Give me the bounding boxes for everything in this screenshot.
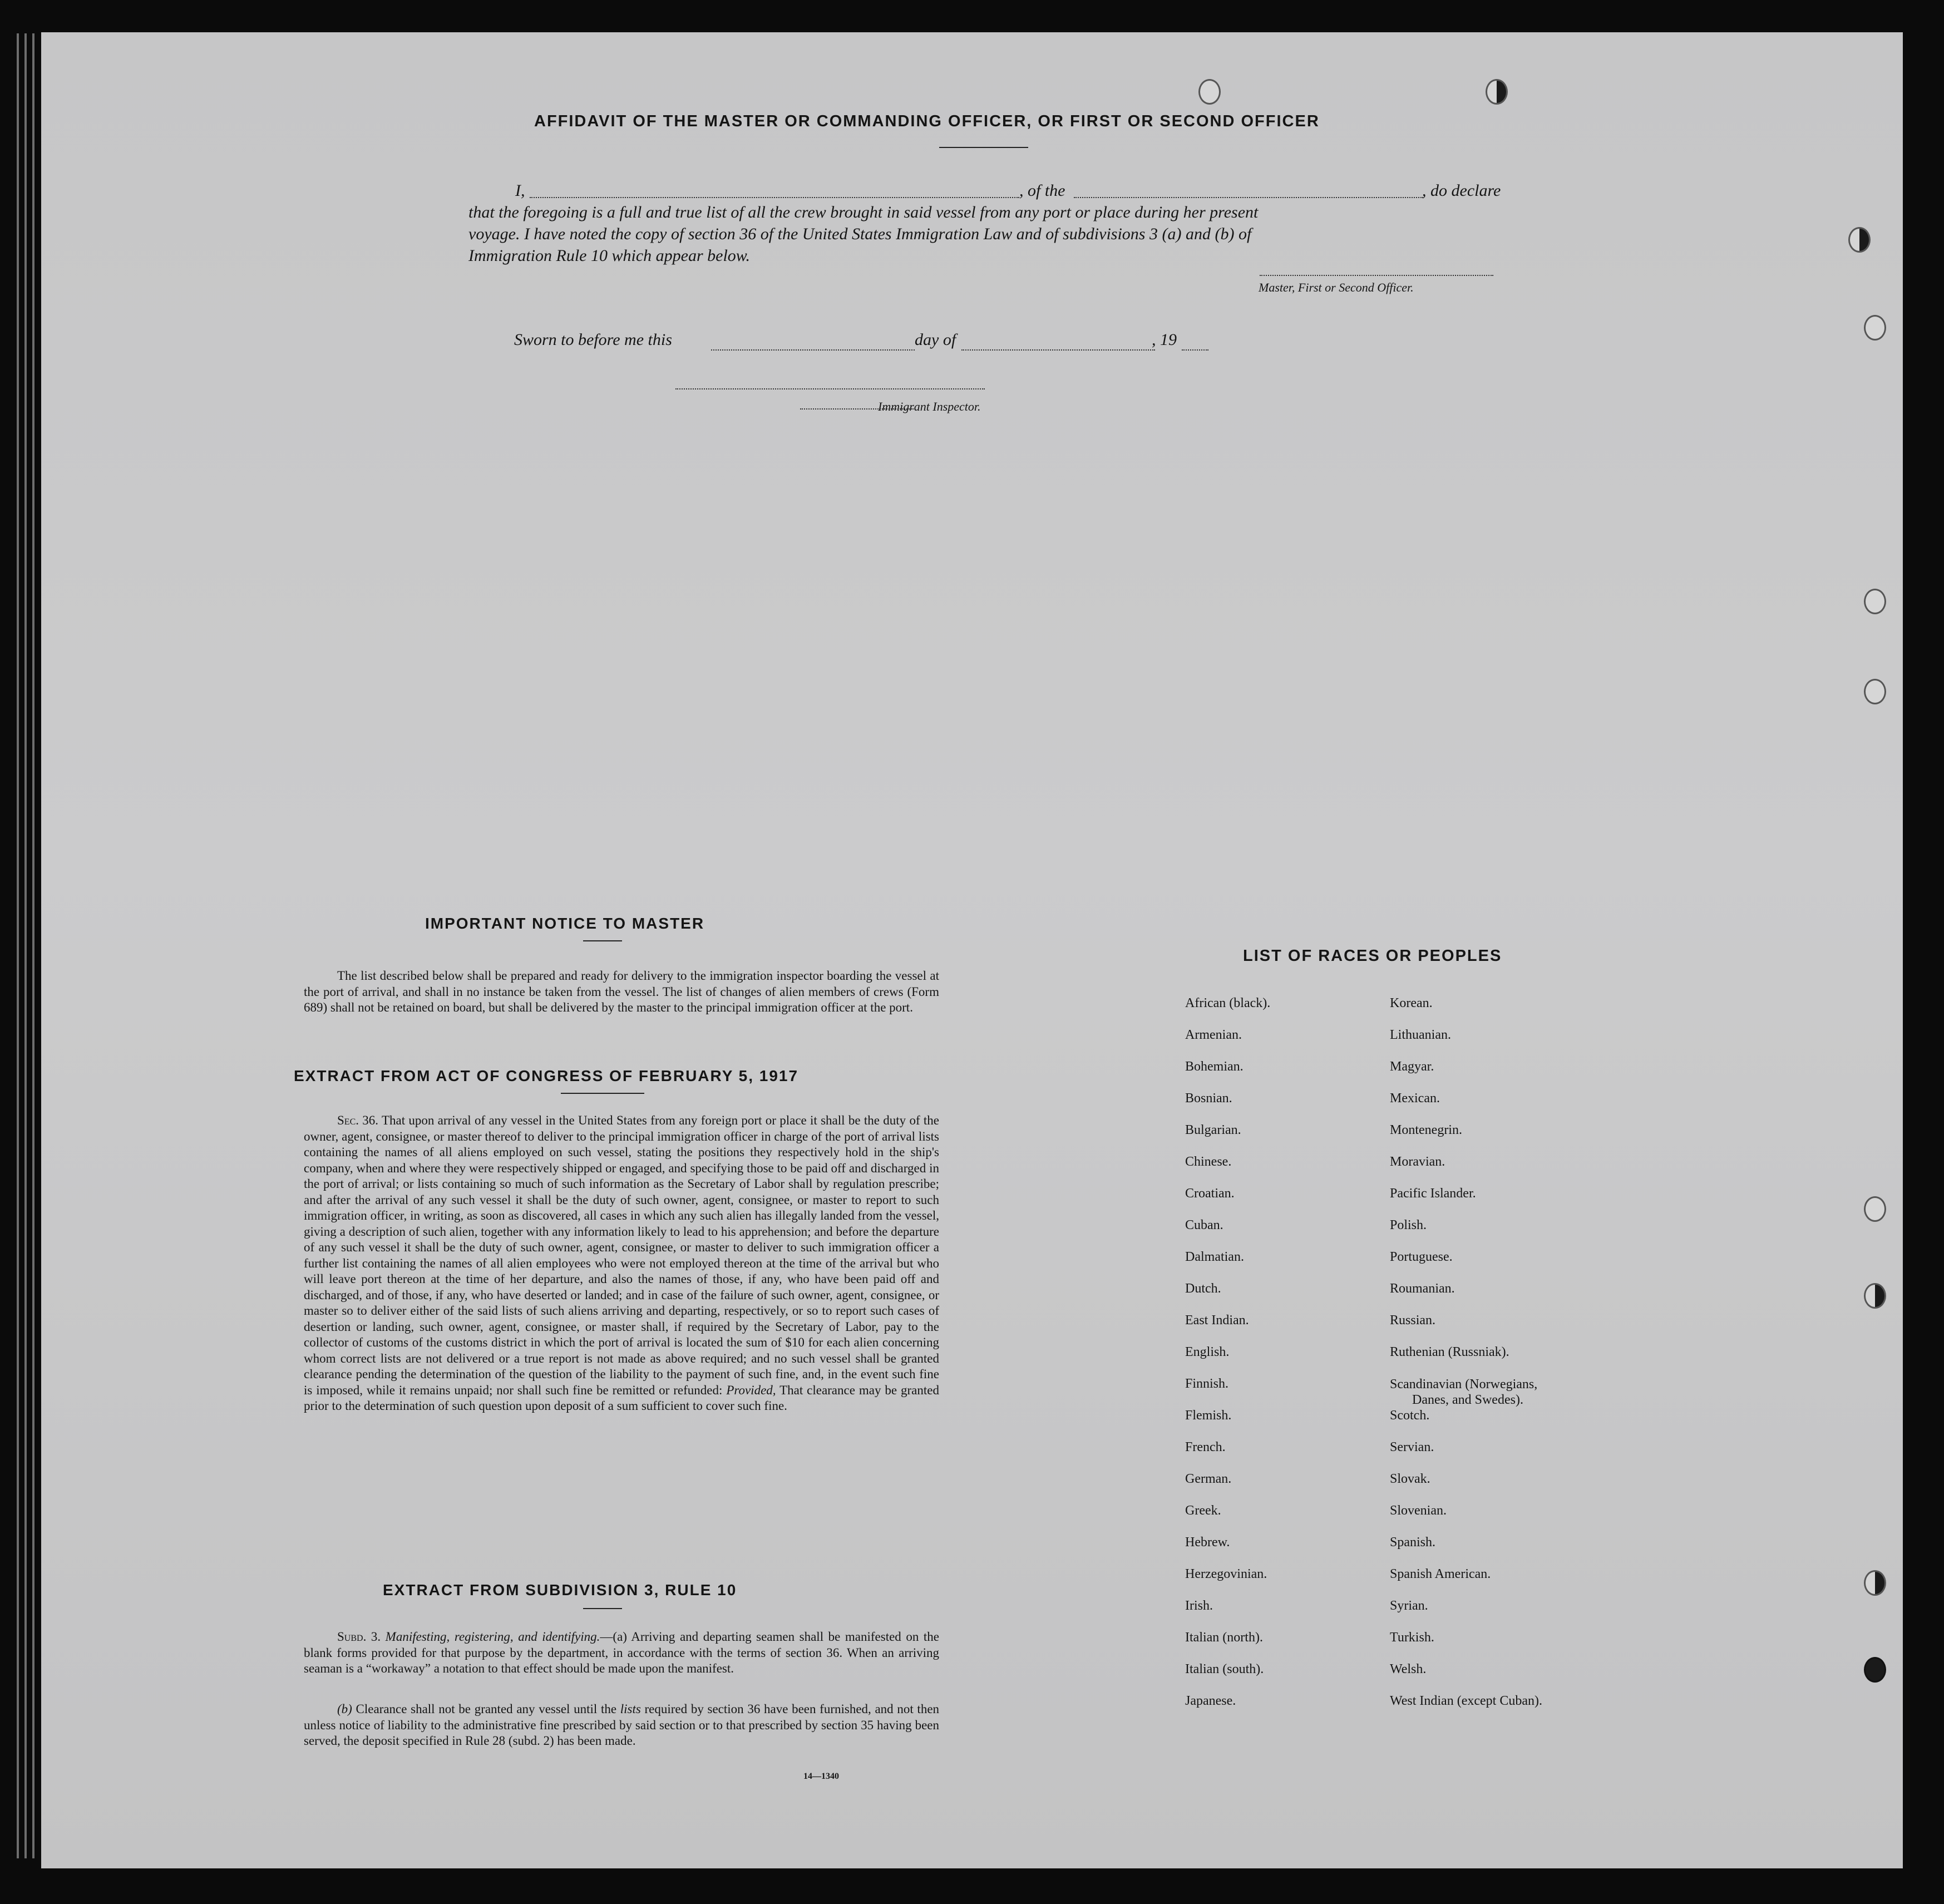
race-item: Moravian. bbox=[1390, 1155, 1445, 1169]
binder-hole-right-1 bbox=[1848, 227, 1871, 253]
race-item: Slovenian. bbox=[1390, 1503, 1447, 1518]
subd-label: Subd. 3. bbox=[337, 1630, 381, 1644]
race-item: Spanish American. bbox=[1390, 1567, 1491, 1581]
proviso-label: Provided, bbox=[726, 1383, 776, 1397]
binder-hole-right-5 bbox=[1864, 1196, 1886, 1222]
rule-extract-title-rule bbox=[583, 1608, 622, 1609]
para-b-lists: lists bbox=[620, 1702, 641, 1716]
race-item: Pacific Islander. bbox=[1390, 1186, 1476, 1201]
race-item: Roumanian. bbox=[1390, 1281, 1455, 1296]
form-sheet bbox=[41, 32, 1903, 1868]
race-item: Flemish. bbox=[1185, 1408, 1232, 1423]
notice-title: IMPORTANT NOTICE TO MASTER bbox=[425, 915, 705, 932]
day-of-label: day of bbox=[915, 331, 956, 349]
inspector-caption: Immigrant Inspector. bbox=[878, 399, 981, 413]
race-item: Syrian. bbox=[1390, 1599, 1428, 1613]
proviso-body: That clearance may be granted prior to the determination of such question upon deposit of a sum sufficient to cover such fine. bbox=[304, 1383, 939, 1413]
race-item: French. bbox=[1185, 1440, 1226, 1454]
race-item: Irish. bbox=[1185, 1599, 1213, 1613]
race-item: Japanese. bbox=[1185, 1694, 1236, 1708]
race-item: Cuban. bbox=[1185, 1218, 1223, 1232]
races-left-column bbox=[1185, 996, 1270, 1725]
section-body: That upon arrival of any vessel in the United States from any foreign port or place it shall be the duty of the owner, agent, consignee, or master thereof to deliver to the principal immigration officer in charge of the port of arrival lists containing the names of all aliens employed on such vessel, stating the positions they respectively hold in the ship's company, when and where they were respectively shipped or engaged, and specifying those to be paid off and discharged in the port of arrival; or lists containing so much of such information as the Secretary of Labor shall by regulation prescribe; and after the arrival of any such vessel it shall be the duty of such owner, agent, consignee, or master to report to such immigration officer, in writing, as soon as discovered, all cases in which any such alien has illegally landed from the vessel, giving a description of such alien, together with any information likely to lead to his apprehension; and before the departure of any such vessel it shall be the duty of such owner, agent, consignee, or master to deliver to such immigration officer a further list containing the names of all alien employees who were not employed thereon at the time of the arrival but who will leave port thereon at the time of her departure, and also the names of those, if any, who have been paid off and discharged, and of those, if any, who have deserted or landed; and in case of the failure of such owner, agent, consignee, or master so to deliver either of the said lists of such aliens arriving and departing, respectively, or so to report such cases of desertion or landing, such owner, agent, consignee, or master shall, if required by the Secretary of Labor, pay to the collector of customs of the customs district in which the port of arrival is located the sum of $10 for each alien concerning whom correct lists are not delivered or a true report is not made as above required; and no such vessel shall be granted clearance pending the determination of the question of the liability to the payment of such fine, and, in the event such fine is imposed, while it remains unpaid; nor shall such fine be remitted or refunded: bbox=[304, 1113, 939, 1397]
binder-hole-right-4 bbox=[1864, 679, 1886, 704]
sworn-label: Sworn to before me this bbox=[514, 331, 672, 349]
binder-hole-right-3 bbox=[1864, 589, 1886, 614]
sworn-month-line[interactable] bbox=[961, 349, 1155, 351]
affidavit-title-rule bbox=[939, 147, 1028, 148]
race-item: German. bbox=[1185, 1472, 1232, 1486]
binder-hole-right-7 bbox=[1864, 1570, 1886, 1596]
race-item: Croatian. bbox=[1185, 1186, 1235, 1201]
race-item: African (black). bbox=[1185, 996, 1271, 1010]
race-item: Chinese. bbox=[1185, 1155, 1232, 1169]
vessel-name-line[interactable] bbox=[1074, 197, 1423, 198]
races-title: LIST OF RACES OR PEOPLES bbox=[1243, 947, 1502, 965]
sworn-year-line[interactable] bbox=[1182, 349, 1208, 351]
master-name-line[interactable] bbox=[530, 197, 1019, 198]
race-item: Herzegovinian. bbox=[1185, 1567, 1267, 1581]
race-item: Polish. bbox=[1390, 1218, 1427, 1232]
para-a-marker: —(a) bbox=[600, 1630, 627, 1644]
race-item: Spanish. bbox=[1390, 1535, 1436, 1550]
rule-subdivision-b bbox=[304, 1701, 939, 1749]
race-item: Servian. bbox=[1390, 1440, 1434, 1454]
race-item: Mexican. bbox=[1390, 1091, 1440, 1106]
inspector-signature-line-1[interactable] bbox=[675, 388, 985, 389]
para-b-text-1: Clearance shall not be granted any vessel until the bbox=[356, 1702, 617, 1716]
race-item: Scotch. bbox=[1390, 1408, 1430, 1423]
race-item: Bulgarian. bbox=[1185, 1123, 1241, 1137]
binder-hole-right-6 bbox=[1864, 1283, 1886, 1309]
form-number: 14—1340 bbox=[803, 1772, 839, 1781]
race-item: West Indian (except Cuban). bbox=[1390, 1694, 1542, 1708]
race-item-line-2: Danes, and Swedes). bbox=[1412, 1393, 1523, 1407]
year-prefix-label: , 19 bbox=[1152, 331, 1177, 349]
affidavit-i-label: I, bbox=[515, 181, 525, 200]
race-item: Armenian. bbox=[1185, 1028, 1242, 1042]
para-b-marker: (b) bbox=[337, 1702, 352, 1716]
notice-text: The list described below shall be prepared and ready for delivery to the immigration inspector boarding the vessel at the port of arrival, and shall in no instance be taken from the vessel. The list of changes of alien members of crews (Form 689) shall not be retained on board, but shall be delivered by the master to the principal immigration officer at the port. bbox=[304, 969, 939, 1014]
race-item-line-1: Scandinavian (Norwegians, bbox=[1390, 1377, 1538, 1392]
affidavit-body-line-1: that the foregoing is a full and true list of all the crew brought in said vessel from any port or place during her present bbox=[468, 203, 1259, 221]
race-item: Ruthenian (Russniak). bbox=[1390, 1345, 1509, 1359]
binder-hole-top-1 bbox=[1198, 79, 1221, 105]
race-item: Hebrew. bbox=[1185, 1535, 1230, 1550]
subd-heading: Manifesting, registering, and identifying. bbox=[385, 1630, 600, 1644]
para-b-text-2: required by section 36 have been furnished, and not then unless notice of liability to the administrative fine prescribed by said section or to that prescribed by section 35 having been served, the deposit specified in Rule 28 (subd. 2) has been made. bbox=[304, 1702, 940, 1748]
page-stack-edge bbox=[17, 33, 41, 1858]
race-item: Lithuanian. bbox=[1390, 1028, 1451, 1042]
race-item: Portuguese. bbox=[1390, 1250, 1453, 1264]
master-signature-line[interactable] bbox=[1260, 275, 1493, 276]
rule-extract-title: EXTRACT FROM SUBDIVISION 3, RULE 10 bbox=[383, 1581, 737, 1599]
section-label: Sec. 36. bbox=[337, 1113, 379, 1127]
race-item: Greek. bbox=[1185, 1503, 1221, 1518]
races-right-column bbox=[1390, 996, 1542, 1725]
sworn-day-line[interactable] bbox=[711, 349, 915, 351]
race-item: Bosnian. bbox=[1185, 1091, 1232, 1106]
binder-hole-top-2 bbox=[1486, 79, 1508, 105]
rule-subdivision-a bbox=[304, 1629, 939, 1677]
notice-title-rule bbox=[583, 940, 622, 941]
race-item: Italian (south). bbox=[1185, 1662, 1264, 1676]
race-item: English. bbox=[1185, 1345, 1230, 1359]
para-a-text: Arriving and departing seamen shall be manifested on the blank forms provided for that purpose by the department, in accordance with the terms of section 36. When an arriving seaman is a “workaway” a notation to that effect should be made upon the manifest. bbox=[304, 1630, 939, 1675]
race-item: Russian. bbox=[1390, 1313, 1436, 1328]
race-item: Dutch. bbox=[1185, 1281, 1221, 1296]
master-signature-caption: Master, First or Second Officer. bbox=[1259, 280, 1414, 294]
race-item: Turkish. bbox=[1390, 1630, 1434, 1645]
race-item: Welsh. bbox=[1390, 1662, 1427, 1676]
race-item: Montenegrin. bbox=[1390, 1123, 1462, 1137]
race-item bbox=[1390, 1377, 1542, 1408]
affidavit-body-line-3: Immigration Rule 10 which appear below. bbox=[468, 246, 751, 265]
race-item: Korean. bbox=[1390, 996, 1433, 1010]
race-item: Finnish. bbox=[1185, 1377, 1229, 1391]
race-item: Dalmatian. bbox=[1185, 1250, 1244, 1264]
race-item: East Indian. bbox=[1185, 1313, 1249, 1328]
binder-hole-right-2 bbox=[1864, 315, 1886, 341]
act-extract-title-rule bbox=[561, 1093, 644, 1094]
race-item: Slovak. bbox=[1390, 1472, 1430, 1486]
affidavit-of-the-label: , of the bbox=[1019, 181, 1065, 200]
act-extract-title: EXTRACT FROM ACT OF CONGRESS OF FEBRUARY 5, 1917 bbox=[294, 1067, 799, 1084]
affidavit-do-declare-label: , do declare bbox=[1422, 181, 1501, 200]
race-item: Magyar. bbox=[1390, 1059, 1434, 1074]
binder-hole-right-8 bbox=[1864, 1657, 1886, 1683]
race-item: Bohemian. bbox=[1185, 1059, 1244, 1074]
affidavit-title: AFFIDAVIT OF THE MASTER OR COMMANDING OFFICER, OR FIRST OR SECOND OFFICER bbox=[534, 112, 1320, 130]
affidavit-body-line-2: voyage. I have noted the copy of section 36 of the United States Immigration Law and of subdivisions 3 (a) and (b) of bbox=[468, 225, 1252, 243]
act-section-36-text bbox=[304, 1113, 939, 1414]
race-item: Italian (north). bbox=[1185, 1630, 1263, 1645]
